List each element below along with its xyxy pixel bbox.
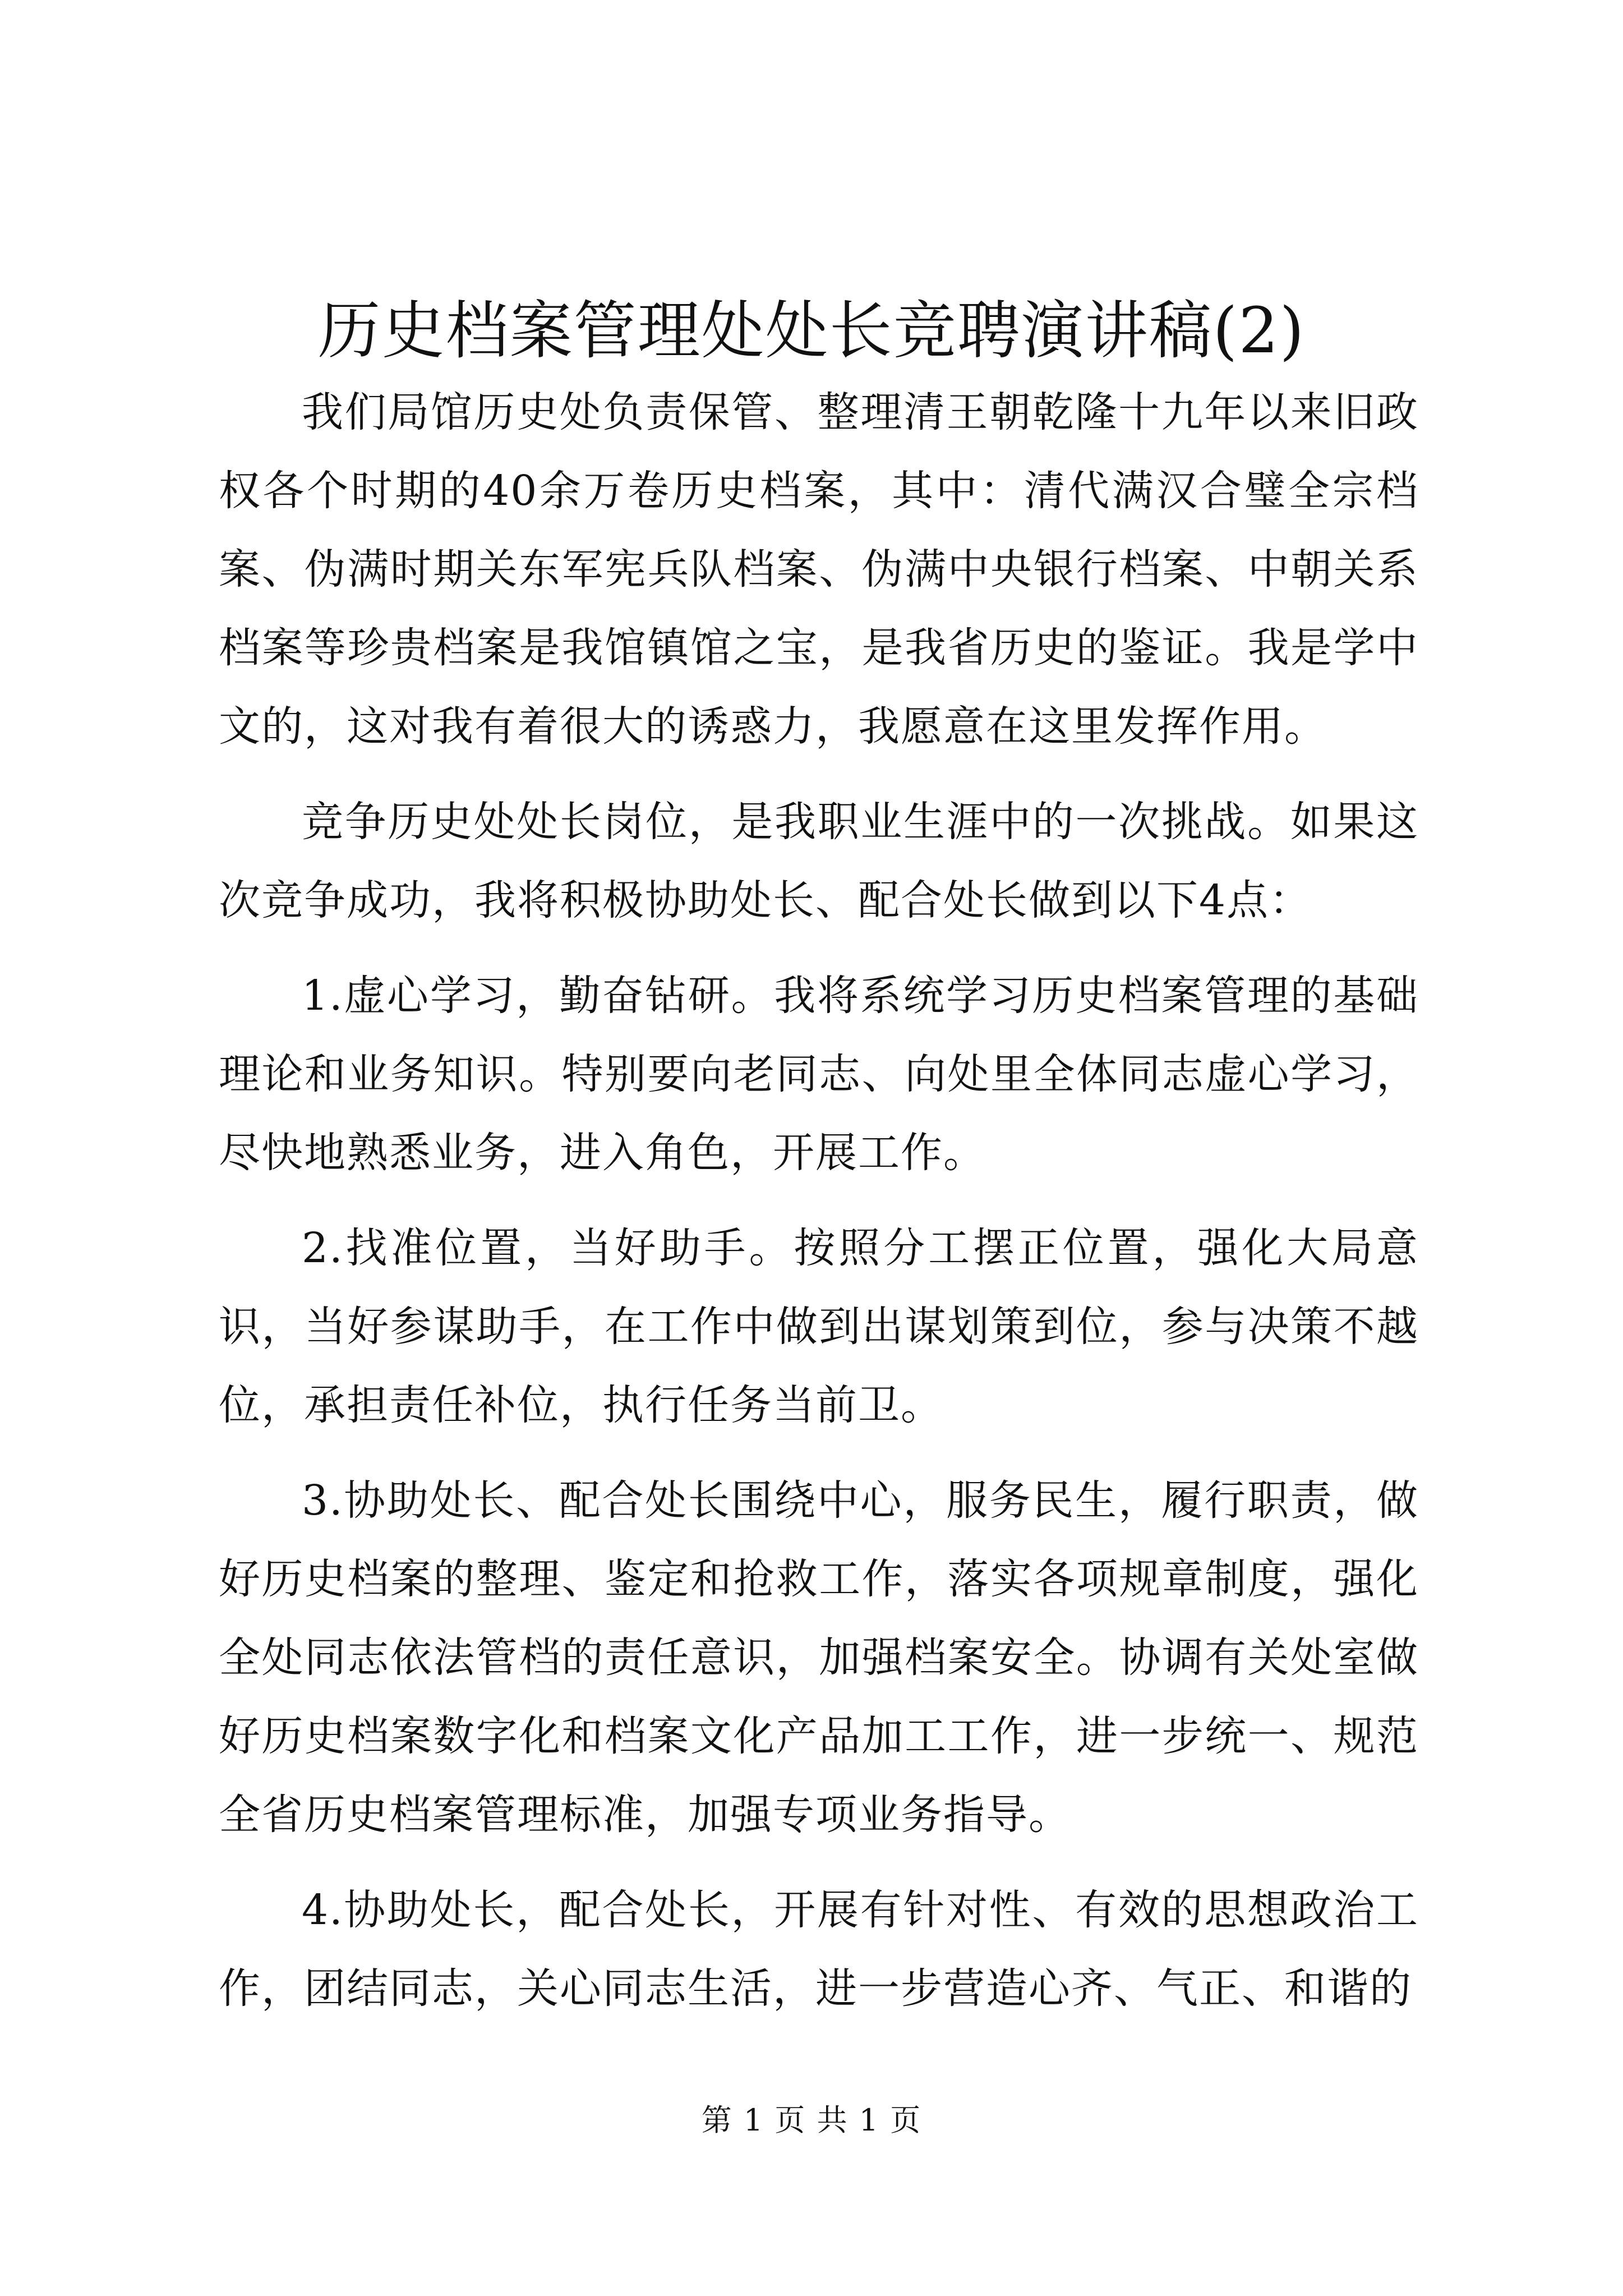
document-body (219, 373, 1419, 2045)
paragraph-point-3: 3.协助处长、配合处长围绕中心，服务民生，履行职责，做好历史档案的整理、鉴定和抢救工作，落实各项规章制度，强化全处同志依法管档的责任意识，加强档案安全。协调有关处室做好历史档案数字化和档案文化产品加工工作，进一步统一、规范全省历史档案管理标准，加强专项业务指导。 (219, 1476, 1419, 1839)
paragraph-point-4: 4.协助处长，配合处长，开展有针对性、有效的思想政治工作，团结同志，关心同志生活，进一步营造心齐、气正、和谐的 (219, 1886, 1419, 2013)
paragraph-challenge: 竞争历史处处长岗位，是我职业生涯中的一次挑战。如果这次竞争成功，我将积极协助处长、配合处长做到以下4点： (219, 798, 1419, 924)
document-title: 历史档案管理处处长竞聘演讲稿(2) (317, 295, 1306, 367)
page-footer: 第 1 页 共 1 页 (701, 2102, 922, 2138)
paragraph-intro: 我们局馆历史处负责保管、整理清王朝乾隆十九年以来旧政权各个时期的40余万卷历史档案，其中：清代满汉合璧全宗档案、伪满时期关东军宪兵队档案、伪满中央银行档案、中朝关系档案等珍贵档案是我馆镇馆之宝，是我省历史的鉴证。我是学中文的，这对我有着很大的诱惑力，我愿意在这里发挥作用。 (219, 388, 1419, 751)
paragraph-point-2: 2.找准位置，当好助手。按照分工摆正位置，强化大局意识，当好参谋助手，在工作中做到出谋划策到位，参与决策不越位，承担责任补位，执行任务当前卫。 (219, 1224, 1419, 1429)
paragraph-point-1: 1.虚心学习，勤奋钻研。我将系统学习历史档案管理的基础理论和业务知识。特别要向老同志、向处里全体同志虚心学习，尽快地熟悉业务，进入角色，开展工作。 (219, 972, 1419, 1177)
